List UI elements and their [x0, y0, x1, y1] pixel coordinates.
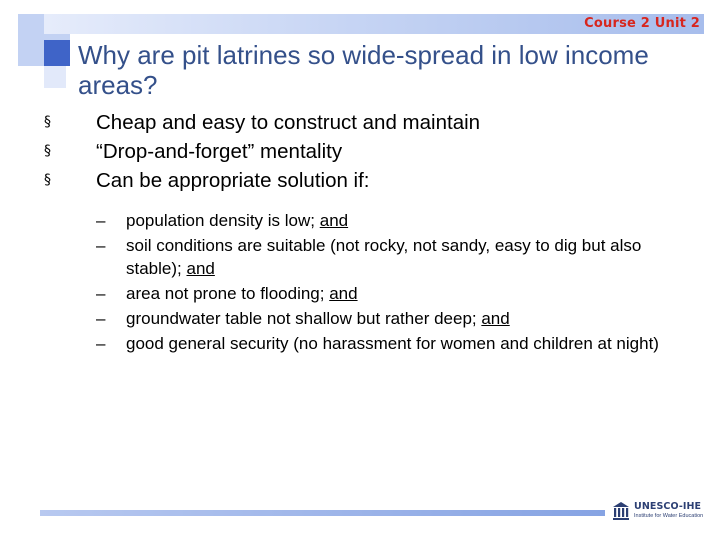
bullet-item [44, 108, 694, 137]
bullet-text: Cheap and easy to construct and maintain [96, 111, 481, 134]
dash-marker: – [96, 309, 106, 328]
underlined-and: and [319, 211, 349, 230]
underlined-and: and [186, 259, 215, 278]
sub-bullet-item [96, 332, 676, 355]
bullet-list [44, 108, 694, 195]
sub-bullet-text: good general security (no harassment for women and children at night) [126, 334, 659, 353]
dash-marker: – [96, 334, 106, 353]
bullet-item [44, 166, 694, 195]
bullet-item [44, 137, 694, 166]
dash-marker: – [96, 284, 106, 303]
footer-bar [40, 510, 605, 516]
underlined-and: and [481, 309, 510, 328]
logo-tagline: Institute for Water Education [634, 513, 704, 519]
bullet-text: “Drop-and-forget” mentality [96, 140, 343, 163]
dash-marker: – [96, 211, 106, 230]
sub-bullet-list [96, 209, 676, 357]
header-square-dark [44, 40, 70, 66]
sub-bullet-item [96, 209, 676, 232]
sub-bullet-text: area not prone to flooding; [126, 284, 330, 303]
slide-title: Why are pit latrines so wide-spread in low income areas? [78, 40, 649, 100]
unesco-ihe-logo [612, 497, 712, 527]
sub-bullet-item [96, 234, 676, 280]
sub-bullet-text: population density is low; [126, 211, 320, 230]
sub-bullet-text: soil conditions are suitable (not rocky, not sandy, easy to dig but also stable); [126, 236, 642, 278]
sub-bullet-item [96, 307, 676, 330]
bullet-marker: § [44, 114, 51, 130]
logo-name: UNESCO-IHE [634, 501, 702, 512]
bullet-marker: § [44, 143, 51, 159]
sub-bullet-text: groundwater table not shallow but rather deep; [126, 309, 482, 328]
dash-marker: – [96, 236, 106, 255]
temple-icon [612, 501, 630, 521]
course-label: Course 2 Unit 2 [584, 16, 700, 31]
bullet-text: Can be appropriate solution if: [96, 169, 370, 192]
underlined-and: and [329, 284, 358, 303]
header-square-small [44, 66, 66, 88]
sub-bullet-item [96, 282, 676, 305]
bullet-marker: § [44, 172, 51, 188]
